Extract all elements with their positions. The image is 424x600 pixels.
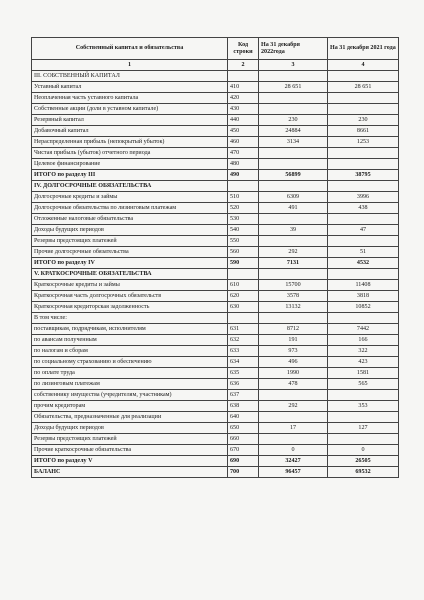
row-value-2021 bbox=[328, 412, 399, 423]
row-value-2021 bbox=[328, 181, 399, 192]
row-label: по социальному страхованию и обеспечению bbox=[32, 357, 228, 368]
row-code: 637 bbox=[228, 390, 259, 401]
row-label: Добавочный капитал bbox=[32, 126, 228, 137]
row-code: 634 bbox=[228, 357, 259, 368]
column-index: 4 bbox=[328, 60, 399, 71]
row-value-2022: 3134 bbox=[259, 137, 328, 148]
row-code: 560 bbox=[228, 247, 259, 258]
row-label: Целевое финансирование bbox=[32, 159, 228, 170]
row-value-2022: 973 bbox=[259, 346, 328, 357]
row-code: 510 bbox=[228, 192, 259, 203]
row-value-2022: 491 bbox=[259, 203, 328, 214]
row-label: ИТОГО по разделу V bbox=[32, 456, 228, 467]
row-value-2022: 8712 bbox=[259, 324, 328, 335]
table-row bbox=[32, 346, 399, 357]
column-index: 2 bbox=[228, 60, 259, 71]
row-label: В том числе: bbox=[32, 313, 228, 324]
row-label: Доходы будущих периодов bbox=[32, 423, 228, 434]
row-value-2021: 3818 bbox=[328, 291, 399, 302]
row-code: 700 bbox=[228, 467, 259, 478]
row-code bbox=[228, 71, 259, 82]
row-label: Краткосрочные кредиты и займы bbox=[32, 280, 228, 291]
table-row bbox=[32, 126, 399, 137]
table-row bbox=[32, 247, 399, 258]
row-label: Собственные акции (доли в уставном капитале) bbox=[32, 104, 228, 115]
row-label: Прочие краткосрочные обязательства bbox=[32, 445, 228, 456]
row-code: 590 bbox=[228, 258, 259, 269]
table-row bbox=[32, 313, 399, 324]
row-code: 632 bbox=[228, 335, 259, 346]
table-row bbox=[32, 280, 399, 291]
row-label: Неоплаченная часть уставного капитала bbox=[32, 93, 228, 104]
row-label: Доходы будущих периодов bbox=[32, 225, 228, 236]
row-code: 410 bbox=[228, 82, 259, 93]
table-row bbox=[32, 302, 399, 313]
table-row bbox=[32, 181, 399, 192]
row-code: 635 bbox=[228, 368, 259, 379]
table-row bbox=[32, 225, 399, 236]
row-value-2022: 3578 bbox=[259, 291, 328, 302]
row-code: 660 bbox=[228, 434, 259, 445]
row-label: Долгосрочные обязательства по лизинговым платежам bbox=[32, 203, 228, 214]
row-value-2021 bbox=[328, 390, 399, 401]
row-label: Чистая прибыль (убыток) отчетного периода bbox=[32, 148, 228, 159]
row-value-2021: 230 bbox=[328, 115, 399, 126]
row-value-2022 bbox=[259, 148, 328, 159]
row-label: Краткосрочная кредиторская задолженность bbox=[32, 302, 228, 313]
balance-table bbox=[31, 37, 399, 478]
table-row bbox=[32, 82, 399, 93]
table-row bbox=[32, 203, 399, 214]
table-row bbox=[32, 170, 399, 181]
row-code: 638 bbox=[228, 401, 259, 412]
table-row bbox=[32, 258, 399, 269]
row-value-2021 bbox=[328, 269, 399, 280]
header-name: Собственный капитал и обязательства bbox=[32, 38, 228, 60]
row-value-2022: 96457 bbox=[259, 467, 328, 478]
column-index-row bbox=[32, 60, 399, 71]
row-value-2021 bbox=[328, 434, 399, 445]
table-row bbox=[32, 214, 399, 225]
row-value-2021: 565 bbox=[328, 379, 399, 390]
row-value-2021: 438 bbox=[328, 203, 399, 214]
row-label: по лизинговым платежам bbox=[32, 379, 228, 390]
table-header-row bbox=[32, 38, 399, 60]
table-row bbox=[32, 269, 399, 280]
row-code: 540 bbox=[228, 225, 259, 236]
row-code bbox=[228, 181, 259, 192]
table-row bbox=[32, 445, 399, 456]
row-value-2022: 39 bbox=[259, 225, 328, 236]
row-label: Нераспределенная прибыль (непокрытый убыток) bbox=[32, 137, 228, 148]
row-value-2022 bbox=[259, 313, 328, 324]
row-value-2021: 26505 bbox=[328, 456, 399, 467]
table-row bbox=[32, 93, 399, 104]
row-label: прочим кредиторам bbox=[32, 401, 228, 412]
row-label: IV. ДОЛГОСРОЧНЫЕ ОБЯЗАТЕЛЬСТВА bbox=[32, 181, 228, 192]
row-label: Отложенные налоговые обязательства bbox=[32, 214, 228, 225]
row-code: 450 bbox=[228, 126, 259, 137]
row-label: по авансам полученным bbox=[32, 335, 228, 346]
row-code: 440 bbox=[228, 115, 259, 126]
row-value-2021: 8661 bbox=[328, 126, 399, 137]
row-value-2022: 292 bbox=[259, 401, 328, 412]
row-value-2021 bbox=[328, 236, 399, 247]
row-value-2021 bbox=[328, 313, 399, 324]
table-row bbox=[32, 401, 399, 412]
row-value-2021: 28 651 bbox=[328, 82, 399, 93]
row-code: 530 bbox=[228, 214, 259, 225]
table-row bbox=[32, 412, 399, 423]
row-label: III. СОБСТВЕННЫЙ КАПИТАЛ bbox=[32, 71, 228, 82]
row-value-2021: 1253 bbox=[328, 137, 399, 148]
table-row bbox=[32, 291, 399, 302]
row-value-2021 bbox=[328, 104, 399, 115]
row-label: Резервный капитал bbox=[32, 115, 228, 126]
row-code bbox=[228, 269, 259, 280]
row-value-2022 bbox=[259, 390, 328, 401]
table-row bbox=[32, 390, 399, 401]
row-label: БАЛАНС bbox=[32, 467, 228, 478]
row-value-2022: 15700 bbox=[259, 280, 328, 291]
row-value-2022: 6309 bbox=[259, 192, 328, 203]
row-code: 470 bbox=[228, 148, 259, 159]
row-code: 630 bbox=[228, 302, 259, 313]
table-row bbox=[32, 423, 399, 434]
row-value-2021: 47 bbox=[328, 225, 399, 236]
row-code: 430 bbox=[228, 104, 259, 115]
row-value-2021: 69532 bbox=[328, 467, 399, 478]
table-row bbox=[32, 335, 399, 346]
row-value-2021: 7442 bbox=[328, 324, 399, 335]
row-value-2021: 127 bbox=[328, 423, 399, 434]
row-code: 631 bbox=[228, 324, 259, 335]
row-label: Резервы предстоящих платежей bbox=[32, 434, 228, 445]
row-value-2022: 24884 bbox=[259, 126, 328, 137]
row-label: Долгосрочные кредиты и займы bbox=[32, 192, 228, 203]
row-label: поставщикам, подрядчикам, исполнителям bbox=[32, 324, 228, 335]
row-value-2022: 191 bbox=[259, 335, 328, 346]
row-value-2021: 322 bbox=[328, 346, 399, 357]
row-code: 670 bbox=[228, 445, 259, 456]
row-value-2022: 7131 bbox=[259, 258, 328, 269]
row-code: 633 bbox=[228, 346, 259, 357]
row-value-2021: 166 bbox=[328, 335, 399, 346]
row-value-2022 bbox=[259, 236, 328, 247]
row-code: 460 bbox=[228, 137, 259, 148]
table-row bbox=[32, 137, 399, 148]
row-value-2022: 56899 bbox=[259, 170, 328, 181]
row-value-2022: 17 bbox=[259, 423, 328, 434]
header-code: Код строки bbox=[228, 38, 259, 60]
row-value-2022 bbox=[259, 93, 328, 104]
row-value-2022 bbox=[259, 412, 328, 423]
row-label: V. КРАТКОСРОЧНЫЕ ОБЯЗАТЕЛЬСТВА bbox=[32, 269, 228, 280]
table-row bbox=[32, 159, 399, 170]
table-row bbox=[32, 357, 399, 368]
row-value-2021: 10852 bbox=[328, 302, 399, 313]
row-value-2021: 423 bbox=[328, 357, 399, 368]
row-code: 550 bbox=[228, 236, 259, 247]
row-code: 480 bbox=[228, 159, 259, 170]
column-index: 1 bbox=[32, 60, 228, 71]
row-value-2022: 13132 bbox=[259, 302, 328, 313]
row-code: 610 bbox=[228, 280, 259, 291]
row-value-2021: 51 bbox=[328, 247, 399, 258]
row-label: ИТОГО по разделу III bbox=[32, 170, 228, 181]
table-row bbox=[32, 148, 399, 159]
row-value-2021 bbox=[328, 214, 399, 225]
row-value-2022 bbox=[259, 214, 328, 225]
table-row bbox=[32, 434, 399, 445]
table-row bbox=[32, 71, 399, 82]
row-value-2022: 478 bbox=[259, 379, 328, 390]
table-row bbox=[32, 104, 399, 115]
row-value-2021: 353 bbox=[328, 401, 399, 412]
table-row bbox=[32, 115, 399, 126]
row-value-2022 bbox=[259, 104, 328, 115]
row-code: 690 bbox=[228, 456, 259, 467]
table-row bbox=[32, 379, 399, 390]
row-code: 490 bbox=[228, 170, 259, 181]
table-row bbox=[32, 456, 399, 467]
row-value-2021: 1581 bbox=[328, 368, 399, 379]
row-label: Краткосрочная часть долгосрочных обязательств bbox=[32, 291, 228, 302]
row-label: по налогам и сборам bbox=[32, 346, 228, 357]
row-value-2021 bbox=[328, 148, 399, 159]
row-value-2022 bbox=[259, 181, 328, 192]
row-value-2021: 11408 bbox=[328, 280, 399, 291]
table-row bbox=[32, 236, 399, 247]
row-code: 640 bbox=[228, 412, 259, 423]
row-value-2022: 1990 bbox=[259, 368, 328, 379]
column-index: 3 bbox=[259, 60, 328, 71]
row-value-2022: 292 bbox=[259, 247, 328, 258]
row-code: 650 bbox=[228, 423, 259, 434]
row-value-2021: 38795 bbox=[328, 170, 399, 181]
row-value-2021 bbox=[328, 93, 399, 104]
row-value-2022: 0 bbox=[259, 445, 328, 456]
row-value-2022: 496 bbox=[259, 357, 328, 368]
row-value-2022 bbox=[259, 159, 328, 170]
row-code: 420 bbox=[228, 93, 259, 104]
row-value-2022: 230 bbox=[259, 115, 328, 126]
row-label: Уставный капитал bbox=[32, 82, 228, 93]
row-value-2021 bbox=[328, 71, 399, 82]
table-row bbox=[32, 368, 399, 379]
header-2022: На 31 декабря 2022года bbox=[259, 38, 328, 60]
row-value-2021: 3996 bbox=[328, 192, 399, 203]
row-label: по оплате труда bbox=[32, 368, 228, 379]
row-value-2021: 0 bbox=[328, 445, 399, 456]
row-value-2022 bbox=[259, 434, 328, 445]
row-code: 636 bbox=[228, 379, 259, 390]
header-2021: На 31 декабря 2021 года bbox=[328, 38, 399, 60]
row-code: 520 bbox=[228, 203, 259, 214]
row-label: Прочие долгосрочные обязательства bbox=[32, 247, 228, 258]
row-label: Обязательства, предназначенные для реализации bbox=[32, 412, 228, 423]
row-label: ИТОГО по разделу IV bbox=[32, 258, 228, 269]
row-value-2022: 32427 bbox=[259, 456, 328, 467]
row-code bbox=[228, 313, 259, 324]
row-code: 620 bbox=[228, 291, 259, 302]
row-value-2022 bbox=[259, 269, 328, 280]
table-row bbox=[32, 192, 399, 203]
table-row bbox=[32, 324, 399, 335]
row-value-2021: 4532 bbox=[328, 258, 399, 269]
row-value-2022 bbox=[259, 71, 328, 82]
row-label: собственнику имущества (учредителям, участникам) bbox=[32, 390, 228, 401]
table-row bbox=[32, 467, 399, 478]
row-value-2022: 28 651 bbox=[259, 82, 328, 93]
row-label: Резервы предстоящих платежей bbox=[32, 236, 228, 247]
row-value-2021 bbox=[328, 159, 399, 170]
